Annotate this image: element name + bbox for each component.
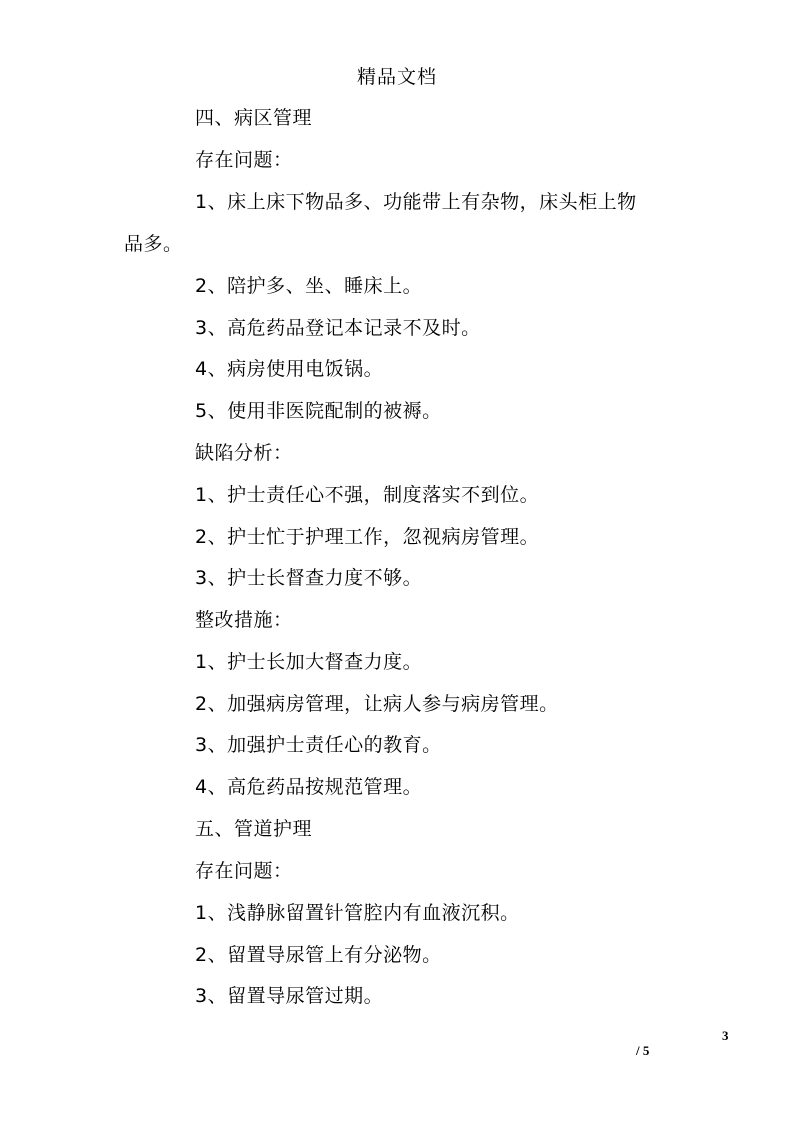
page-header-title: 精品文档 [356, 66, 437, 88]
page-total: / 5 [636, 1043, 650, 1058]
list-item: 1、护士责任心不强，制度落实不到位。 [195, 484, 540, 506]
list-item: 4、病房使用电饭锅。 [195, 358, 384, 380]
list-item: 3、留置导尿管过期。 [195, 985, 384, 1007]
subheading-corrective-measures: 整改措施： [195, 609, 293, 631]
page-number: 3 [722, 1028, 729, 1043]
list-item-continuation: 品多。 [124, 233, 183, 255]
list-item: 2、陪护多、坐、睡床上。 [195, 275, 423, 297]
list-item: 3、加强护士责任心的教育。 [195, 734, 442, 756]
section-heading-ward-management: 四、病区管理 [195, 107, 313, 129]
list-item: 3、高危药品登记本记录不及时。 [195, 317, 481, 339]
section-heading-tube-care: 五、管道护理 [195, 818, 313, 840]
list-item: 1、护士长加大督查力度。 [195, 651, 423, 673]
list-item: 1、浅静脉留置针管腔内有血液沉积。 [195, 902, 520, 924]
list-item: 2、留置导尿管上有分泌物。 [195, 944, 442, 966]
list-item: 3、护士长督查力度不够。 [195, 567, 423, 589]
subheading-problems: 存在问题： [195, 149, 293, 171]
list-item: 4、高危药品按规范管理。 [195, 776, 423, 798]
subheading-problems: 存在问题： [195, 860, 293, 882]
list-item: 2、护士忙于护理工作，忽视病房管理。 [195, 526, 540, 548]
list-item: 5、使用非医院配制的被褥。 [195, 400, 442, 422]
list-item: 2、加强病房管理，让病人参与病房管理。 [195, 693, 559, 715]
subheading-defect-analysis: 缺陷分析： [195, 442, 293, 464]
list-item: 1、床上床下物品多、功能带上有杂物，床头柜上物 [195, 191, 637, 213]
